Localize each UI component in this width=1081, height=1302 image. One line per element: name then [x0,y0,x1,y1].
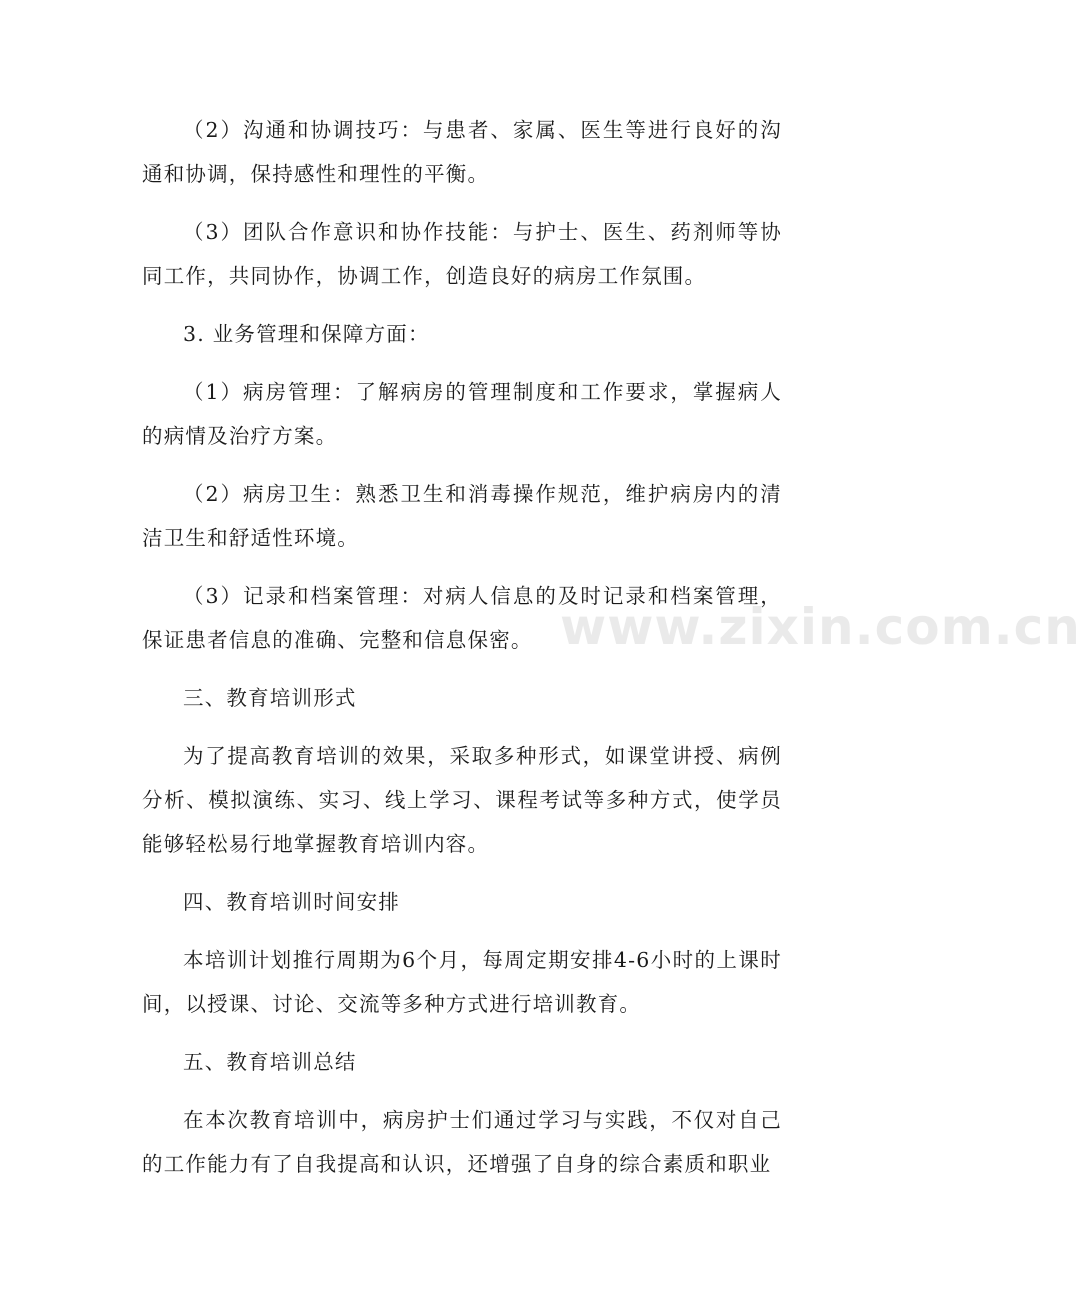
paragraph-training-schedule: 本培训计划推行周期为6个月，每周定期安排4-6小时的上课时间，以授课、讨论、交流等多种方式进行培训教育。 [142,948,782,1016]
paragraph-training-format: 为了提高教育培训的效果，采取多种形式，如课堂讲授、病例分析、模拟演练、实习、线上学习、课程考试等多种方式，使学员能够轻松易行地掌握教育培训内容。 [142,744,782,856]
section-heading-business-management: 3. 业务管理和保障方面： [183,322,430,346]
paragraph-records-management: （3）记录和档案管理：对病人信息的及时记录和档案管理，保证患者信息的准确、完整和信息保密。 [142,584,782,652]
paragraph-ward-hygiene: （2）病房卫生：熟悉卫生和消毒操作规范，维护病房内的清洁卫生和舒适性环境。 [142,482,782,550]
paragraph-training-summary: 在本次教育培训中，病房护士们通过学习与实践，不仅对自己的工作能力有了自我提高和认识，还增强了自身的综合素质和职业 [142,1108,782,1176]
section-heading-training-schedule: 四、教育培训时间安排 [183,890,400,914]
paragraph-teamwork: （3）团队合作意识和协作技能：与护士、医生、药剂师等协同工作，共同协作，协调工作，创造良好的病房工作氛围。 [142,220,782,288]
watermark: www.zixin.com.cn [560,598,1081,656]
section-heading-training-summary: 五、教育培训总结 [183,1050,357,1074]
paragraph-communication-skills: （2）沟通和协调技巧：与患者、家属、医生等进行良好的沟通和协调，保持感性和理性的平衡。 [142,118,782,186]
paragraph-ward-management: （1）病房管理：了解病房的管理制度和工作要求，掌握病人的病情及治疗方案。 [142,380,782,448]
document-body [142,108,782,1200]
section-heading-training-format: 三、教育培训形式 [183,686,357,710]
